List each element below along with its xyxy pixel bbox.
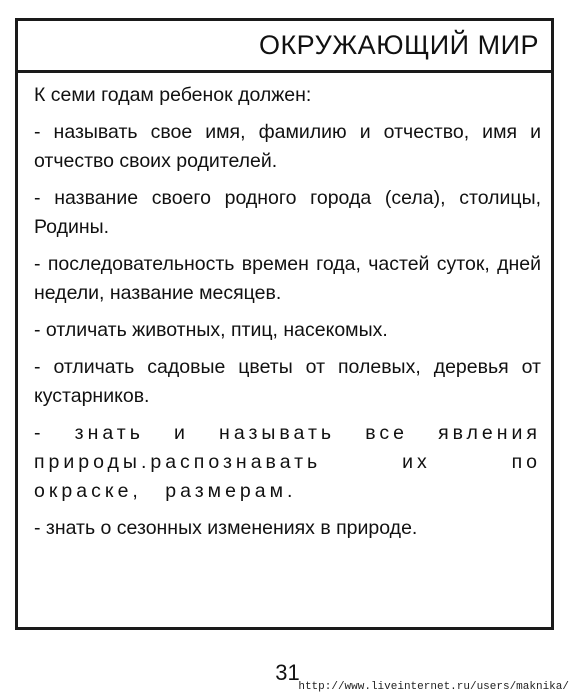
list-item: - название своего родного города (села), столицы, Родины. [34,187,541,238]
list-item: - знать и называть все явления природы.распознавать их по окраске, размерам. [34,422,541,502]
list-item: - знать о сезонных изменениях в природе. [34,517,418,539]
intro-text: К семи годам ребенок должен: [34,84,312,106]
content-area [18,73,551,543]
page-title: ОКРУЖАЮЩИЙ МИР [258,30,539,60]
list-item: - называть свое имя, фамилию и отчество, имя и отчество своих родителей. [34,121,541,172]
list-item: - последовательность времен года, частей суток, дней недели, название месяцев. [34,253,541,304]
list-item: - отличать садовые цветы от полевых, деревья от кустарников. [34,356,541,407]
list-item: - отличать животных, птиц, насекомых. [34,319,388,341]
page-frame [15,18,554,630]
watermark-url: http://www.liveinternet.ru/users/maknika/ [298,681,569,693]
title-bar [18,21,551,73]
page-number: 31 [275,660,300,685]
